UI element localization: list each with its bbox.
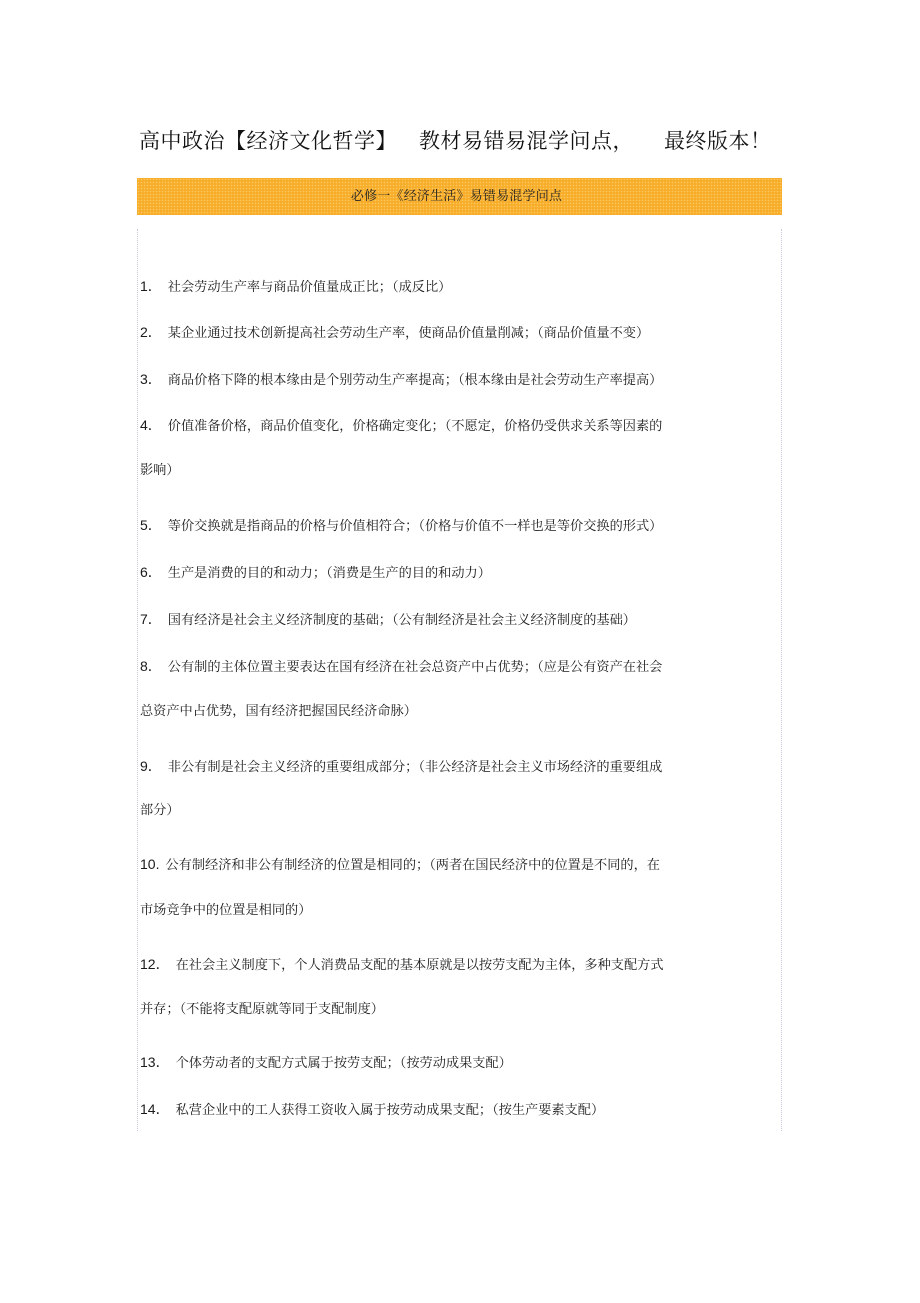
list-item: [140, 415, 740, 437]
item-text: 价值准备价格，商品价值变化，价格确定变化；（不愿定，价格仍受供求关系等因素的: [167, 419, 663, 434]
list-item: [140, 562, 740, 584]
item-text: 总资产中占优势，国有经济把握国民经济命脉）: [140, 704, 417, 719]
title-part-2: 教材易错易混学问点，: [419, 129, 634, 153]
item-number: 4．: [140, 417, 162, 433]
item-number: 9．: [140, 758, 162, 774]
list-item: [140, 1052, 740, 1074]
list-item-continuation: [140, 801, 740, 821]
item-number: 14．: [140, 1101, 170, 1117]
item-text: 个体劳动者的支配方式属于按劳支配；（按劳动成果支配）: [175, 1056, 512, 1071]
list-item-continuation: [140, 901, 740, 921]
item-text: 并存；（不能将支配原就等同于支配制度）: [140, 1002, 384, 1017]
item-text: 私营企业中的工人获得工资收入属于按劳动成果支配；（按生产要素支配）: [175, 1103, 605, 1118]
item-text: 非公有制是社会主义经济的重要组成部分；（非公经济是社会主义市场经济的重要组成: [167, 760, 663, 775]
item-text: 商品价格下降的根本缘由是个别劳动生产率提高；（根本缘由是社会劳动生产率提高）: [167, 373, 663, 388]
list-item: [140, 369, 740, 391]
list-item: [140, 656, 740, 678]
item-text: 社会劳动生产率与商品价值量成正比；（成反比）: [167, 280, 452, 295]
list-item: [140, 1099, 740, 1121]
item-number: 8．: [140, 658, 162, 674]
page-title: [139, 124, 799, 158]
item-text: 部分）: [140, 803, 180, 818]
item-number: 3．: [140, 371, 162, 387]
item-text: 公有制经济和非公有制经济的位置是相同的；（两者在国民经济中的位置是不同的，在: [165, 858, 660, 873]
title-part-1: 高中政治【经济文化哲学】: [139, 129, 397, 153]
list-item: [140, 854, 740, 876]
list-item-continuation: [140, 702, 740, 722]
item-text: 在社会主义制度下，个人消费品支配的基本原就是以按劳支配为主体，多种支配方式: [175, 958, 664, 973]
list-item: [140, 954, 740, 976]
item-text: 某企业通过技术创新提高社会劳动生产率，使商品价值量削减；（商品价值量不变）: [167, 326, 650, 341]
item-text: 公有制的主体位置主要表达在国有经济在社会总资产中占优势；（应是公有资产在社会: [167, 660, 663, 675]
item-text: 等价交换就是指商品的价格与价值相符合；（价格与价值不一样也是等价交换的形式）: [167, 519, 663, 534]
item-number: 13．: [140, 1054, 170, 1070]
content-box: [137, 229, 782, 1131]
item-number: 6．: [140, 564, 162, 580]
title-part-3: 最终版本！: [664, 129, 772, 153]
item-number: 5．: [140, 517, 162, 533]
item-text: 生产是消费的目的和动力；（消费是生产的目的和动力）: [167, 566, 491, 581]
list-item: [140, 515, 740, 537]
list-item: [140, 276, 740, 298]
item-number: 10.: [140, 856, 160, 872]
list-item: [140, 322, 740, 344]
list-item-continuation: [140, 461, 740, 481]
item-number: 12．: [140, 956, 170, 972]
item-text: 影响）: [140, 463, 180, 478]
item-text: 国有经济是社会主义经济制度的基础；（公有制经济是社会主义经济制度的基础）: [167, 613, 636, 628]
item-number: 2．: [140, 324, 162, 340]
item-number: 7．: [140, 611, 162, 627]
section-banner-label: 必修一《经济生活》易错易混学问点: [350, 189, 563, 204]
list-item: [140, 756, 740, 778]
list-item-continuation: [140, 1000, 740, 1020]
item-text: 市场竞争中的位置是相同的）: [140, 903, 312, 918]
list-item: [140, 609, 740, 631]
section-banner: [137, 178, 782, 215]
item-number: 1．: [140, 278, 162, 294]
